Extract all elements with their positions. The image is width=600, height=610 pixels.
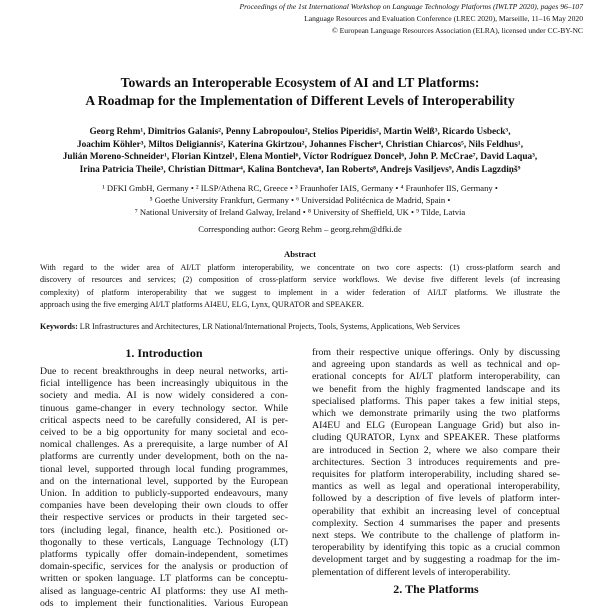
text-line: discovery of resources and services; (2) composition of cross-platform service workflows. We devise five different levels (of increasing: [40, 275, 560, 285]
text-line: domain-specific, services for the analysis or production of: [40, 561, 288, 573]
proceedings-header: [239, 1, 583, 37]
section-heading-platforms: 2. The Platforms: [393, 582, 479, 596]
header-line-2: Language Resources and Evaluation Conference (LREC 2020), Marseille, 11–16 May 2020: [304, 14, 583, 23]
text-line: and on the international level, supported by the European: [40, 475, 288, 487]
affiliation-line: ¹ DFKI GmbH, Germany • ² ILSP/Athena RC, Greece • ³ Fraunhofer IAIS, Germany • ⁴ Fraunhofer IIS, Germany •: [102, 183, 498, 193]
text-line: Due to recent breakthroughs in deep neural networks, arti-: [40, 366, 288, 377]
author-line: Georg Rehm¹, Dimitrios Galanis², Penny Labropoulou², Stelios Piperidis², Martin Welß³, Ricardo Usbeck³,: [89, 127, 511, 137]
text-line: AI4EU and ELG (European Language Grid) but also in-: [312, 420, 560, 432]
affiliations: [0, 182, 600, 218]
text-line: mantics as well as legal and operational interoperability,: [312, 481, 560, 493]
header-line-3: © European Language Resources Association (ELRA), licensed under CC-BY-NC: [331, 26, 583, 35]
left-column-text: [40, 366, 288, 610]
text-line: ceived to be a big opportunity for many societal and eco-: [40, 427, 288, 439]
text-line: teroperability by identifying this topic as a crucial common: [312, 542, 560, 554]
text-line: platforms are currently under development, both on the na-: [40, 451, 288, 463]
text-line: specialised platforms. This paper takes a few initial steps,: [312, 395, 560, 407]
text-line: platforms typically offer domain-independent, sometimes: [40, 549, 288, 561]
text-line: are introduced in Section 2, where we also compare their: [312, 444, 560, 456]
text-line: architectures. Section 3 introduces requirements and pre-: [312, 456, 560, 468]
affiliation-line: ⁷ National University of Ireland Galway, Ireland • ⁸ University of Sheffield, UK • ⁹ Tilde, Latvia: [134, 207, 466, 217]
text-line: tinuous game-changer in every technology sector. While: [40, 402, 288, 414]
text-line: ficial intelligence has been increasingly ubiquitous in the: [40, 378, 288, 390]
author-line: Julián Moreno-Schneider¹, Florian Kintzel¹, Elena Montiel⁶, Víctor Rodríguez Doncel⁶, John P. McCrae⁷, David Laqua³,: [62, 152, 538, 163]
text-line: operability that exhibit an increasing level of conceptual: [312, 505, 560, 517]
text-line: followed by a description of five levels of platform inter-: [312, 493, 560, 505]
text-line: plementation of different levels of interoperability.: [312, 566, 511, 578]
text-line: their respective services or products in their targeted sec-: [40, 512, 288, 524]
abstract-body: [40, 262, 560, 312]
text-line: development target and by suggesting a roadmap for the im-: [312, 554, 560, 566]
text-line: nomical challenges. As a prerequisite, a large number of AI: [40, 439, 288, 451]
text-line: and agreeing upon standards as well as technical and op-: [312, 359, 560, 371]
author-line: Irina Patricia Theile³, Christian Dittmar⁴, Kalina Bontcheva⁸, Ian Roberts⁸, Andrejs Vasiljevs⁹, Andis Lagzdiņš⁹: [79, 164, 521, 175]
keywords-label: Keywords:: [40, 322, 78, 331]
text-line: alised as language-centric AI platforms: they use AI meth-: [40, 585, 288, 597]
text-line: from their respective unique offerings. Only by discussing: [312, 347, 560, 358]
abstract-heading: Abstract: [284, 249, 316, 259]
text-line: erational concepts for AI/LT platform interoperability, can: [312, 371, 560, 383]
text-line: approach using the five emerging AI/LT platforms AI4EU, ELG, Lynx, QURATOR and SPEAKER.: [40, 300, 364, 310]
text-line: society and media. AI is now widely considered a con-: [40, 390, 288, 402]
title-line-1: Towards an Interoperable Ecosystem of AI and LT Platforms:: [120, 75, 480, 90]
right-column-text: [312, 347, 560, 579]
keywords: [40, 321, 560, 332]
paper-title: [0, 74, 600, 110]
author-list: [0, 126, 600, 176]
affiliation-line: ⁵ Goethe University Frankfurt, Germany • ⁶ Universidad Politécnica de Madrid, Spain •: [149, 195, 451, 205]
title-line-2: A Roadmap for the Implementation of Different Levels of Interoperability: [85, 93, 515, 108]
text-line: complexity) of platform interoperability that we suggest to implement in a wider federation of AI/LT platforms. We illustrate the: [40, 287, 560, 297]
text-line: next steps. We contribute to the challenge of platform in-: [312, 530, 560, 542]
text-line: critical aspects need to be carefully considered, AI is per-: [40, 414, 288, 426]
section-heading-introduction: 1. Introduction: [125, 346, 203, 360]
text-line: With regard to the wider area of AI/LT platform interoperability, we concentrate on two core aspects: (1) cross-platform search and: [40, 263, 560, 272]
author-line: Joachim Köhler³, Miltos Deligiannis², Katerina Gkirtzou², Johannes Fischer⁴, Christian Chiarcos⁵, Nils Feldhus¹,: [76, 139, 524, 150]
text-line: cluding QURATOR, Lynx and SPEAKER. These platforms: [312, 432, 560, 444]
header-line-1: Proceedings of the 1st International Workshop on Language Technology Platforms (IWLTP 2020), pages 96–107: [239, 2, 583, 11]
text-line: tors (including legal, finance, health etc.). Positioned or-: [40, 524, 288, 536]
text-line: Union. In addition to publicly-supported endeavours, many: [40, 488, 288, 500]
corresponding-author: Corresponding author: Georg Rehm – georg.rehm@dfki.de: [198, 224, 402, 234]
keywords-text: LR Infrastructures and Architectures, LR National/International Projects, Tools, Systems, Applications, Web Services: [77, 322, 460, 331]
text-line: tional level, supported through local funding programmes,: [40, 463, 288, 475]
text-line: written or spoken language. LT platforms can be conceptu-: [40, 573, 288, 585]
text-line: requisites for platform interoperability, including shared se-: [312, 469, 560, 481]
text-line: we benefit from the highly fragmented landscape and its: [312, 383, 560, 395]
text-line: thogonally to these verticals, Language Technology (LT): [40, 536, 288, 548]
text-line: companies have been developing their own clouds to offer: [40, 500, 288, 512]
text-line: ods to implement their functionalities. Various European: [40, 597, 288, 609]
text-line: which we demonstrate primarily using the two platforms: [312, 408, 560, 420]
text-line: complexity. Section 4 summarises the paper and presents: [312, 517, 560, 529]
